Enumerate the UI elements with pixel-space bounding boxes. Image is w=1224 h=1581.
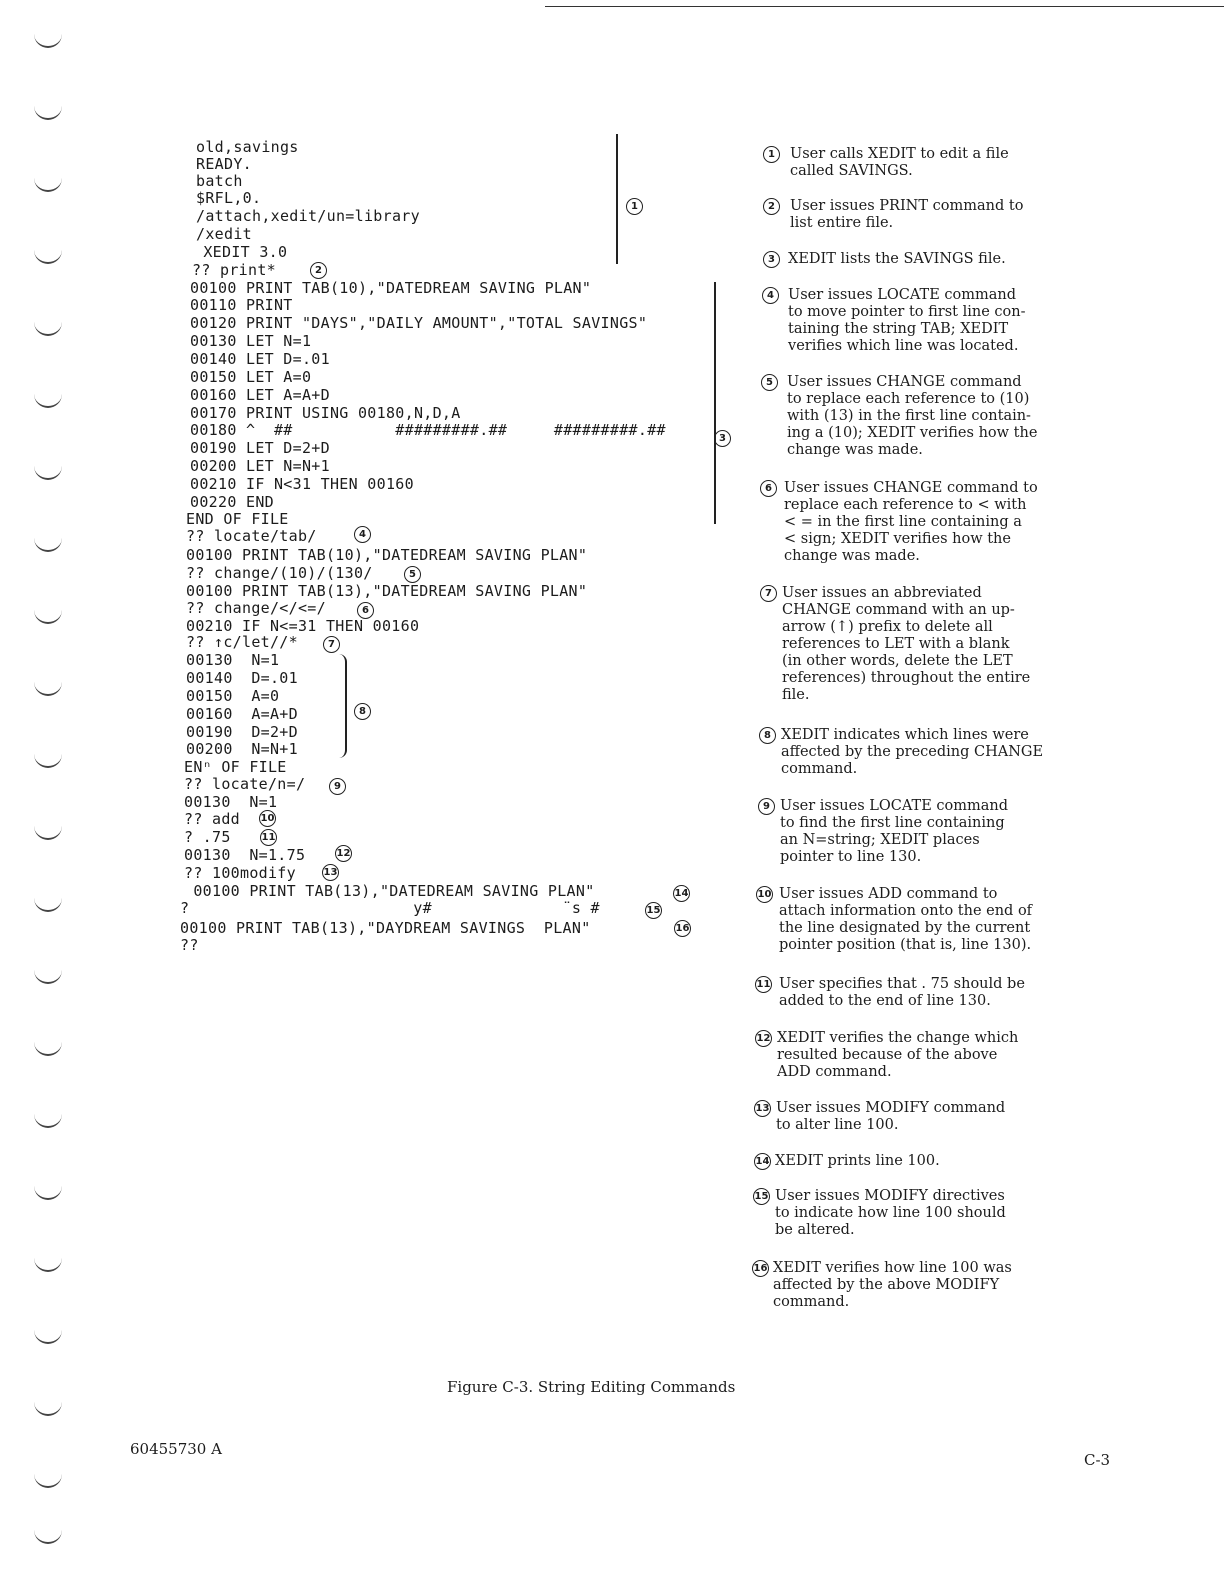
code-line: 00160 A=A+D	[186, 705, 298, 723]
annotation-number: 8	[759, 727, 776, 744]
annotation-5	[761, 374, 1037, 459]
marker-7: 7	[323, 636, 340, 653]
annotation-6	[760, 480, 1038, 565]
annotation-number: 13	[754, 1100, 771, 1117]
annotation-text: CHANGE command with an up-	[782, 602, 1015, 618]
annotation-text: resulted because of the above	[777, 1047, 998, 1063]
annotation-13	[754, 1100, 1005, 1134]
binder-hole	[34, 538, 62, 552]
binder-hole	[34, 394, 62, 408]
binder-hole	[34, 610, 62, 624]
binder-hole	[34, 1114, 62, 1128]
binder-hole	[34, 1530, 62, 1544]
code-line: 00200 LET N=N+1	[190, 457, 330, 475]
annotation-11	[755, 976, 1025, 1010]
binder-hole	[34, 466, 62, 480]
annotation-16	[752, 1260, 1012, 1311]
annotation-text: verifies which line was located.	[788, 338, 1019, 354]
code-line: ??	[180, 936, 199, 954]
annotation-10	[756, 886, 1032, 954]
bracket-3	[708, 282, 716, 524]
annotation-text: User issues ADD command to	[779, 886, 998, 902]
marker-3: 3	[714, 430, 731, 447]
marker-9: 9	[329, 778, 346, 795]
binder-hole	[34, 682, 62, 696]
annotation-number: 3	[763, 251, 780, 268]
marker-16: 16	[674, 920, 691, 937]
code-line: 00210 IF N<31 THEN 00160	[190, 475, 414, 493]
annotation-4	[762, 287, 1026, 355]
annotation-text: to find the first line containing	[780, 815, 1005, 831]
annotation-text: replace each reference to < with	[784, 497, 1027, 513]
annotation-text: change was made.	[784, 548, 920, 564]
code-line: 00150 LET A=0	[190, 368, 312, 386]
code-line: 00130 N=1.75	[184, 846, 306, 864]
annotation-text: User issues MODIFY directives	[775, 1188, 1005, 1204]
annotation-number: 15	[753, 1188, 770, 1205]
annotation-text: an N=string; XEDIT places	[780, 832, 980, 848]
annotation-number: 2	[763, 198, 780, 215]
binder-hole	[34, 1042, 62, 1056]
annotation-1	[763, 146, 1009, 180]
marker-10: 10	[259, 810, 276, 827]
code-line: ENⁿ OF FILE	[184, 758, 287, 776]
marker-13: 13	[322, 864, 339, 881]
annotation-text: XEDIT indicates which lines were	[781, 727, 1029, 743]
code-line: 00120 PRINT "DAYS","DAILY AMOUNT","TOTAL SAVINGS"	[190, 314, 648, 332]
annotation-number: 4	[762, 287, 779, 304]
bracket-8	[339, 654, 347, 758]
annotation-text: added to the end of line 130.	[779, 993, 991, 1009]
annotation-text: User issues LOCATE command	[788, 287, 1017, 303]
binder-hole	[34, 826, 62, 840]
annotation-text: affected by the preceding CHANGE	[781, 744, 1044, 760]
annotation-text: XEDIT prints line 100.	[775, 1153, 940, 1169]
code-line: ?? 100modify	[184, 864, 296, 882]
annotation-text: file.	[782, 687, 810, 703]
code-line: 00190 D=2+D	[186, 723, 298, 741]
annotation-number: 16	[752, 1260, 769, 1277]
annotation-number: 6	[760, 480, 777, 497]
annotation-text: to alter line 100.	[776, 1117, 899, 1133]
code-line: 00130 LET N=1	[190, 332, 312, 350]
annotation-2	[763, 198, 1023, 232]
code-line: /xedit	[196, 225, 252, 243]
marker-1: 1	[626, 198, 643, 215]
code-line: XEDIT 3.0	[194, 243, 288, 261]
marker-5: 5	[404, 566, 421, 583]
code-line: batch	[196, 172, 243, 190]
marker-15: 15	[645, 902, 662, 919]
annotation-text: to move pointer to first line con-	[788, 304, 1026, 320]
annotation-text: ing a (10); XEDIT verifies how the	[787, 425, 1038, 441]
annotation-text: User issues an abbreviated	[782, 585, 982, 601]
code-line: 00140 D=.01	[186, 669, 298, 687]
annotation-12	[755, 1030, 1018, 1081]
annotation-text: called SAVINGS.	[790, 163, 913, 179]
annotation-number: 9	[758, 798, 775, 815]
binder-hole	[34, 754, 62, 768]
annotation-number: 7	[760, 585, 777, 602]
annotation-number: 12	[755, 1030, 772, 1047]
annotation-text: XEDIT verifies how line 100 was	[773, 1260, 1012, 1276]
code-line: 00200 N=N+1	[186, 740, 298, 758]
code-line: 00100 PRINT TAB(13),"DATEDREAM SAVING PLAN"	[184, 882, 595, 900]
annotation-text: User issues CHANGE command	[787, 374, 1022, 390]
annotation-text: < = in the first line containing a	[784, 514, 1022, 530]
annotation-text: to replace each reference to (10)	[787, 391, 1030, 407]
binder-hole	[34, 34, 62, 48]
annotation-text: references to LET with a blank	[782, 636, 1010, 652]
marker-6: 6	[357, 602, 374, 619]
marker-4: 4	[354, 526, 371, 543]
annotation-number: 5	[761, 374, 778, 391]
annotation-text: User calls XEDIT to edit a file	[790, 146, 1009, 162]
binder-hole	[34, 1474, 62, 1488]
annotation-text: references) throughout the entire	[782, 670, 1031, 686]
binder-hole	[34, 178, 62, 192]
annotation-text: pointer position (that is, line 130).	[779, 937, 1032, 953]
annotation-text: User issues PRINT command to	[790, 198, 1024, 214]
document-number: 60455730 A	[130, 1440, 222, 1458]
page-number: C-3	[1084, 1451, 1111, 1469]
binder-hole	[34, 250, 62, 264]
annotation-text: User issues CHANGE command to	[784, 480, 1038, 496]
code-line: ?? change/(10)/(130/	[186, 564, 373, 582]
annotation-text: affected by the above MODIFY	[773, 1277, 1000, 1293]
annotation-3	[763, 251, 1006, 268]
annotation-text: User issues MODIFY command	[776, 1100, 1006, 1116]
code-line: old,savings	[196, 138, 299, 156]
marker-11: 11	[260, 829, 277, 846]
annotation-text: (in other words, delete the LET	[782, 653, 1013, 669]
annotation-text: with (13) in the first line contain-	[787, 408, 1031, 424]
code-line: READY.	[196, 155, 252, 173]
annotation-number: 11	[755, 976, 772, 993]
code-line: 00110 PRINT	[190, 296, 293, 314]
binder-hole	[34, 1258, 62, 1272]
annotation-text: arrow (↑) prefix to delete all	[782, 619, 993, 635]
annotation-number: 10	[756, 886, 773, 903]
annotation-text: XEDIT verifies the change which	[777, 1030, 1019, 1046]
code-line: ?? add	[184, 810, 240, 828]
annotation-text: User issues LOCATE command	[780, 798, 1009, 814]
annotation-8	[759, 727, 1043, 778]
marker-12: 12	[335, 845, 352, 862]
annotation-text: pointer to line 130.	[780, 849, 922, 865]
code-line: /attach,xedit/un=library	[196, 207, 420, 225]
binder-hole	[34, 1402, 62, 1416]
annotation-text: taining the string TAB; XEDIT	[788, 321, 1009, 337]
annotation-text: attach information onto the end of	[779, 903, 1033, 919]
annotation-text: ADD command.	[777, 1064, 892, 1080]
code-line: 00220 END	[190, 493, 274, 511]
bracket-1	[610, 134, 618, 264]
annotation-9	[758, 798, 1008, 866]
marker-8: 8	[354, 703, 371, 720]
code-line: END OF FILE	[186, 510, 289, 528]
annotation-text: XEDIT lists the SAVINGS file.	[788, 251, 1006, 267]
code-line: $RFL,0.	[196, 189, 262, 207]
annotation-number: 1	[763, 146, 780, 163]
figure-caption: Figure C-3. String Editing Commands	[447, 1378, 736, 1396]
annotation-15	[753, 1188, 1006, 1239]
code-line: ? y# ¨s #	[180, 899, 600, 917]
annotation-text: the line designated by the current	[779, 920, 1031, 936]
code-line: ?? locate/n=/	[184, 775, 306, 793]
annotation-text: command.	[781, 761, 858, 777]
annotation-text: list entire file.	[790, 215, 894, 231]
binder-hole	[34, 322, 62, 336]
annotation-text: < sign; XEDIT verifies how the	[784, 531, 1011, 547]
annotation-text: be altered.	[775, 1222, 855, 1238]
binder-hole	[34, 898, 62, 912]
code-line: 00130 N=1	[184, 793, 278, 811]
code-line: 00160 LET A=A+D	[190, 386, 330, 404]
annotation-text: to indicate how line 100 should	[775, 1205, 1006, 1221]
code-line: 00150 A=0	[186, 687, 280, 705]
code-line: 00100 PRINT TAB(10),"DATEDREAM SAVING PLAN"	[186, 546, 588, 564]
code-line: ?? locate/tab/	[186, 527, 317, 545]
annotation-number: 14	[754, 1153, 771, 1170]
code-line: 00140 LET D=.01	[190, 350, 330, 368]
binder-hole	[34, 970, 62, 984]
code-line: ?? change/</<=/	[186, 599, 326, 617]
code-line: 00210 IF N<=31 THEN 00160	[186, 617, 420, 635]
binder-hole	[34, 1186, 62, 1200]
code-line: ?? print*	[192, 261, 276, 279]
annotation-text: change was made.	[787, 442, 923, 458]
code-line: 00180 ^ ## #########.## #########.##	[190, 421, 666, 439]
annotation-14	[754, 1153, 940, 1170]
code-line: 00100 PRINT TAB(10),"DATEDREAM SAVING PLAN"	[190, 279, 592, 297]
marker-2: 2	[310, 262, 327, 279]
top-rule	[545, 6, 1224, 7]
code-line: 00100 PRINT TAB(13),"DAYDREAM SAVINGS PLAN"	[180, 919, 591, 937]
code-line: ? .75	[184, 828, 231, 846]
binder-hole	[34, 106, 62, 120]
marker-14: 14	[673, 885, 690, 902]
annotation-7	[760, 585, 1030, 704]
code-line: ?? ↑c/let//*	[186, 633, 298, 651]
code-line: 00100 PRINT TAB(13),"DATEDREAM SAVING PLAN"	[186, 582, 588, 600]
annotation-text: User specifies that . 75 should be	[779, 976, 1025, 992]
code-line: 00170 PRINT USING 00180,N,D,A	[190, 404, 461, 422]
code-line: 00130 N=1	[186, 651, 280, 669]
annotation-text: command.	[773, 1294, 850, 1310]
binder-hole	[34, 1330, 62, 1344]
code-line: 00190 LET D=2+D	[190, 439, 330, 457]
